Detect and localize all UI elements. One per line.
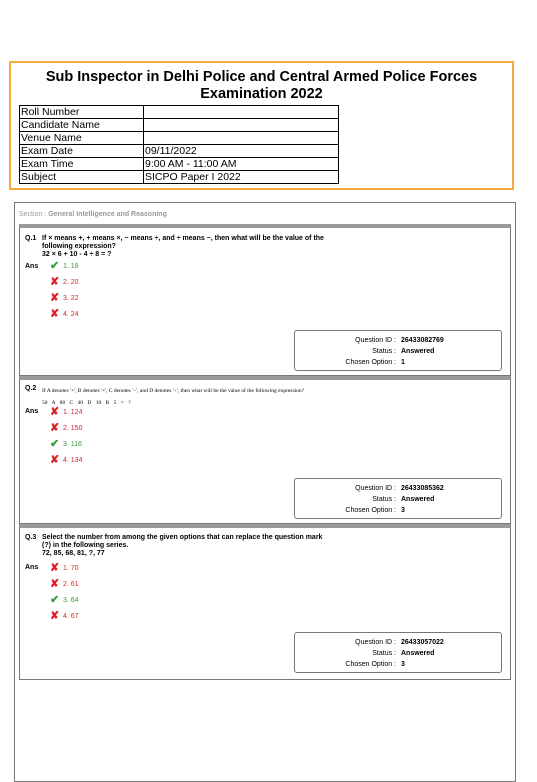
question-paper-panel [14,202,516,782]
exam-title-line-2: Examination 2022 [200,86,323,102]
info-row [20,158,339,171]
chosen-option-row [295,358,501,368]
cross-icon: ✘ [50,406,60,418]
question-block [19,376,511,524]
option-item [50,293,79,303]
chosen-option-row [295,660,501,670]
section-prefix: Section : [19,211,47,218]
candidate-info-table [19,105,339,184]
question-line: 50 A 88 C 40 D 10 B 5 = ? [42,400,131,406]
check-icon: ✔ [50,594,60,606]
option-item [50,407,82,417]
question-line: If × means +, + means ×, − means ÷, and ÷ means −, then what will be the value of the [42,235,324,242]
check-icon: ✔ [50,438,60,450]
option-item [50,423,82,433]
exam-title [11,69,512,103]
section-name: General Intelligence and Reasoning [48,211,167,218]
option-label: 1. 18 [63,262,79,270]
status-row [295,649,501,659]
question-id-value: 26433082769 [401,337,444,344]
info-label: Venue Name [20,132,144,145]
info-label: Candidate Name [20,119,144,132]
option-label: 4. 67 [63,612,79,620]
option-item [50,455,82,465]
question-meta-box [294,478,502,519]
info-row [20,171,339,184]
question-id-label: Question ID : [355,337,396,344]
status-label: Status : [372,496,396,503]
info-value [144,119,339,132]
question-block [19,524,511,680]
question-line: 32 × 6 + 10 - 4 ÷ 8 = ? [42,251,112,258]
info-row [20,145,339,158]
status-label: Status : [372,650,396,657]
cross-icon: ✘ [50,308,60,320]
exam-title-line-1: Sub Inspector in Delhi Police and Central Armed Police Forces [45,69,478,85]
question-text [42,385,442,409]
status-label: Status : [372,348,396,355]
question-id-value: 26433057022 [401,639,444,646]
status-row [295,347,501,357]
cross-icon: ✘ [50,422,60,434]
option-item [50,277,79,287]
info-label: Exam Date [20,145,144,158]
question-number: Q.2 [25,385,37,392]
cross-icon: ✘ [50,292,60,304]
info-value: SICPO Paper I 2022 [144,171,339,184]
answer-label: Ans [25,564,39,571]
cross-icon: ✘ [50,454,60,466]
question-number: Q.3 [25,534,37,541]
cross-icon: ✘ [50,578,60,590]
answer-label: Ans [25,263,39,270]
question-id-label: Question ID : [355,485,396,492]
chosen-option-value: 3 [401,661,405,668]
chosen-option-row [295,506,501,516]
status-value: Answered [401,348,435,355]
question-number: Q.1 [25,235,37,242]
option-label: 4. 134 [63,456,83,464]
question-id-row [295,638,501,648]
question-line: Select the number from among the given options that can replace the question mark [42,534,323,541]
cross-icon: ✘ [50,610,60,622]
question-line: If A denotes '+', B denotes '×', C denotes '−', and D denotes '÷', then what will be the value of the following expression? [42,388,305,394]
chosen-option-value: 3 [401,507,405,514]
info-row [20,119,339,132]
option-label: 3. 116 [63,440,82,448]
question-text [42,235,362,259]
info-label: Roll Number [20,106,144,119]
option-item [50,611,79,621]
info-value: 09/11/2022 [144,145,339,158]
option-label: 2. 61 [63,580,79,588]
option-item [50,595,79,605]
info-value [144,106,339,119]
option-item [50,439,82,449]
answer-label: Ans [25,408,39,415]
info-value: 9:00 AM - 11:00 AM [144,158,339,171]
question-text [42,534,362,558]
question-id-value: 26433085362 [401,485,444,492]
question-meta-box [294,632,502,673]
info-row [20,132,339,145]
check-icon: ✔ [50,260,60,272]
option-item [50,309,79,319]
exam-header [9,61,514,190]
question-meta-box [294,330,502,371]
question-line: following expression? [42,243,116,250]
status-value: Answered [401,650,435,657]
status-row [295,495,501,505]
section-heading [19,211,167,218]
chosen-option-label: Chosen Option : [345,661,396,668]
question-line: 72, 85, 68, 81, ?, 77 [42,550,105,557]
option-label: 1. 124 [63,408,83,416]
question-id-label: Question ID : [355,639,396,646]
question-block [19,224,511,376]
option-label: 2. 20 [63,278,79,286]
option-label: 3. 22 [63,294,79,302]
option-label: 4. 24 [63,310,79,318]
chosen-option-value: 1 [401,359,405,366]
option-label: 1. 70 [63,564,79,572]
info-label: Exam Time [20,158,144,171]
option-item [50,261,79,271]
option-item [50,563,79,573]
cross-icon: ✘ [50,562,60,574]
info-value [144,132,339,145]
option-label: 2. 150 [63,424,83,432]
chosen-option-label: Chosen Option : [345,507,396,514]
option-item [50,579,79,589]
cross-icon: ✘ [50,276,60,288]
info-row [20,106,339,119]
question-id-row [295,484,501,494]
chosen-option-label: Chosen Option : [345,359,396,366]
info-label: Subject [20,171,144,184]
question-line: (?) in the following series. [42,542,129,549]
option-label: 3. 64 [63,596,79,604]
status-value: Answered [401,496,435,503]
question-id-row [295,336,501,346]
